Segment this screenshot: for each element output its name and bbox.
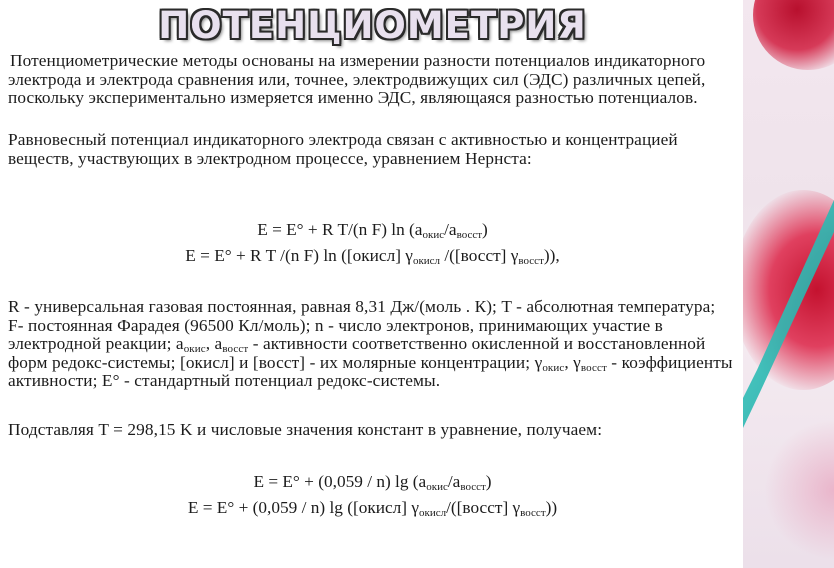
nernst-equation-activity: E = E° + R T/(n F) $\ln (a_{окис}/a_{восст})$ (257, 220, 488, 241)
teal-stem-decoration (743, 0, 834, 568)
decorative-side-panel (743, 0, 834, 568)
nernst-equation-concentration: E = E° + R T /(n F) ln ([окисл] $\gamma_{окисл}$ /([восст] $\gamma_{восст}$)), (185, 246, 560, 267)
simplified-equation-activity: E = E° + (0,059 / n) $\lg (a_{окис}/a_{восст})$ (253, 472, 492, 493)
slide-title: ПОТЕНЦИОМЕТРИЯ (158, 4, 587, 47)
intro-paragraph: Потенциометрические методы основаны на измерении разности потенциалов индикаторного электрода и электрода сравнения или, точнее, электродвижущих сил (ЭДС) различных цепей, поскольку экспериментально измеряется именно ЭДС, являющаяся разностью потенциалов. (8, 51, 706, 108)
nernst-intro-paragraph: Равновесный потенциал индикаторного электрода связан с активностью и концентрацией веществ, участвующих в электродном процессе, уравнением Нернста: (8, 130, 678, 168)
substitution-paragraph: Подставляя T = 298,15 K и числовые значения констант в уравнение, получаем: (8, 420, 603, 439)
variables-paragraph: R - универсальная газовая постоянная, равная 8,31 Дж/(моль . К); T - абсолютная температура; F- постоянная Фарадея (96500 Кл/моль); n - число электронов, принимающих участие в электродной реакции; $a_{окис}$, $a_{восст}$ - активности соответственно окисленной и восстановленной форм редокс-системы; [окисл] и [восст] - их молярные концентрации; $\gamma_{окис}$, $\gamma_{восст}$ - коэффициенты активности; E° - стандартный потенциал редокс-системы. (8, 297, 733, 391)
simplified-equation-concentration: E = E° + (0,059 / n) lg ([окисл] $\gamma_{окисл}/([восст]$ $\gamma_{восст}$)) (187, 498, 558, 519)
